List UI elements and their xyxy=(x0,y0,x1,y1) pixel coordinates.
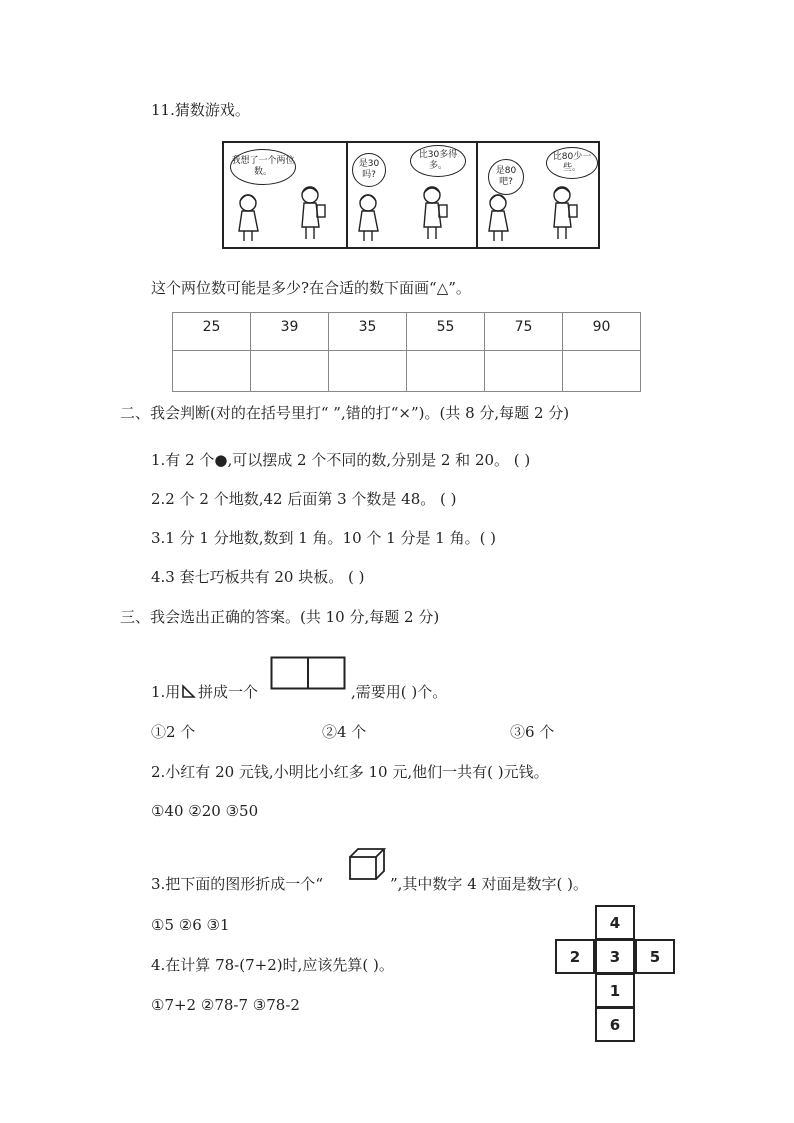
speech-bubble: 我想了一个两位数。 xyxy=(230,149,296,185)
net-cell-6: 6 xyxy=(595,1007,635,1042)
speech-bubble: 是80吧? xyxy=(488,159,524,195)
table-cell: 39 xyxy=(251,313,329,351)
table-cell: 55 xyxy=(407,313,485,351)
rectangle-figure-icon xyxy=(270,656,346,690)
children-illustration xyxy=(224,183,346,245)
comic-panel-1 xyxy=(224,143,348,247)
judge-item-4: 4.3 套七巧板共有 20 块板。 ( ) xyxy=(151,568,365,586)
number-table xyxy=(172,312,641,392)
option: ②4 个 xyxy=(322,723,367,741)
answer-cell[interactable] xyxy=(251,351,329,392)
net-cell-2: 2 xyxy=(555,939,595,974)
net-cell-5: 5 xyxy=(635,939,675,974)
section-3-heading: 三、我会选出正确的答案。(共 10 分,每题 2 分) xyxy=(120,608,440,626)
table-cell: 35 xyxy=(329,313,407,351)
choice-q2-options: ①40 ②20 ③50 xyxy=(151,802,259,820)
answer-cell[interactable] xyxy=(485,351,563,392)
option: ③6 个 xyxy=(510,723,555,741)
choice-q4-options: ①7+2 ②78-7 ③78-2 xyxy=(151,996,300,1014)
comic-strip xyxy=(222,141,600,249)
net-cell-4: 4 xyxy=(595,905,635,940)
table-cell: 90 xyxy=(563,313,641,351)
speech-bubble: 是30吗? xyxy=(352,153,386,187)
table-row xyxy=(173,351,641,392)
choice-q3-options: ①5 ②6 ③1 xyxy=(151,916,230,934)
children-illustration xyxy=(478,183,598,245)
table-cell: 25 xyxy=(173,313,251,351)
question-11-title: 11.猜数游戏。 xyxy=(151,101,250,119)
answer-cell[interactable] xyxy=(329,351,407,392)
choice-q3-prefix: 3.把下面的图形折成一个“ xyxy=(151,875,323,893)
choice-q1-suffix: ,需要用( )个。 xyxy=(351,683,448,701)
table-cell: 75 xyxy=(485,313,563,351)
section-2-heading: 二、我会判断(对的在括号里打“ ”,错的打“×”)。(共 8 分,每题 2 分) xyxy=(120,404,570,422)
comic-panel-3 xyxy=(478,143,598,247)
choice-q1-prefix: 1.用 xyxy=(151,683,181,701)
choice-q4: 4.在计算 78-(7+2)时,应该先算( )。 xyxy=(151,956,394,974)
choice-q2: 2.小红有 20 元钱,小明比小红多 10 元,他们一共有( )元钱。 xyxy=(151,763,549,781)
speech-bubble: 比30多得多。 xyxy=(410,145,466,177)
cube-icon xyxy=(348,847,388,881)
net-cell-1: 1 xyxy=(595,973,635,1008)
right-triangle-icon xyxy=(181,684,196,699)
question-11-prompt: 这个两位数可能是多少?在合适的数下面画“△”。 xyxy=(151,279,471,297)
answer-cell[interactable] xyxy=(173,351,251,392)
choice-q1-mid: 拼成一个 xyxy=(198,683,259,701)
answer-cell[interactable] xyxy=(407,351,485,392)
net-cell-3: 3 xyxy=(595,939,635,974)
judge-item-1: 1.有 2 个●,可以摆成 2 个不同的数,分别是 2 和 20。 ( ) xyxy=(151,451,531,469)
children-illustration xyxy=(348,183,476,245)
option: ①2 个 xyxy=(151,723,196,741)
table-row xyxy=(173,313,641,351)
judge-item-2: 2.2 个 2 个地数,42 后面第 3 个数是 48。 ( ) xyxy=(151,490,457,508)
judge-item-3: 3.1 分 1 分地数,数到 1 角。10 个 1 分是 1 角。( ) xyxy=(151,529,497,547)
answer-cell[interactable] xyxy=(563,351,641,392)
choice-q3-suffix: ”,其中数字 4 对面是数字( )。 xyxy=(390,875,588,893)
comic-panel-2 xyxy=(348,143,478,247)
speech-bubble: 比80少一些。 xyxy=(546,147,598,179)
